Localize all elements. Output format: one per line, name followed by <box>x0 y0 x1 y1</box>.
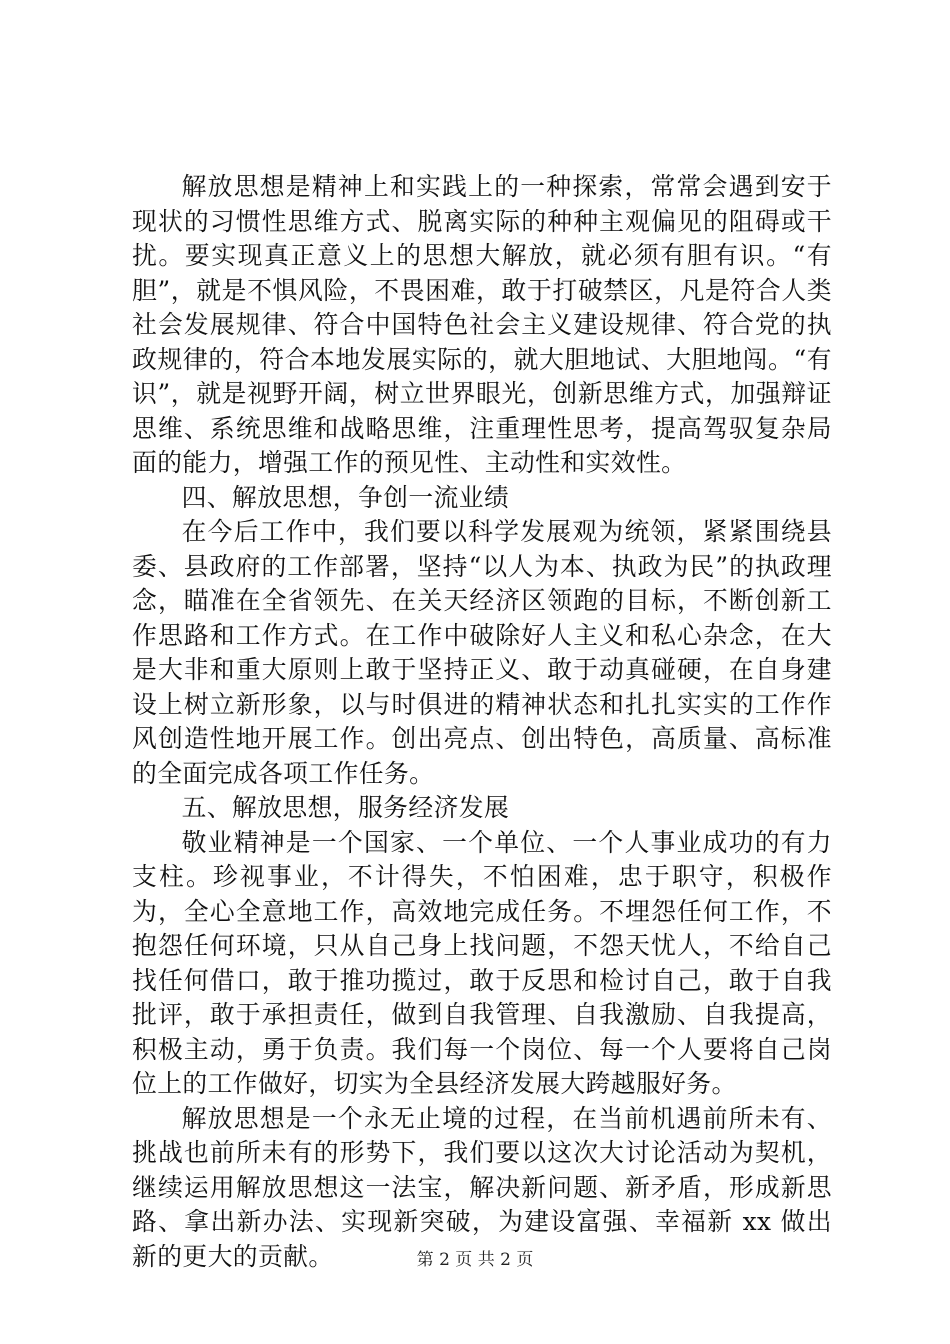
section-heading-five: 五、解放思想，服务经济发展 <box>181 793 510 822</box>
document-body <box>132 170 832 1274</box>
paragraph-conclusion: 解放思想是一个永无止境的过程，在当前机遇前所未有、挑战也前所未有的形势下，我们要以这次大讨论活动为契机，继续运用解放思想这一法宝，解决新问题、新矛盾，形成新思路、拿出新办法、实现新突破，为建设富强、幸福新 xx 做出新的更大的贡献。 <box>132 1103 832 1271</box>
page-footer: 第 2 页 共 2 页 <box>416 1250 534 1270</box>
section-heading-four: 四、解放思想，争创一流业绩 <box>181 482 510 512</box>
paragraph-dedication: 敬业精神是一个国家、一个单位、一个人事业成功的有力支柱。珍视事业，不计得失，不怕困难，忠于职守，积极作为，全心全意地工作，高效地完成任务。不埋怨任何工作，不抱怨任何环境，只从自己身上找问题，不怨天忧人，不给自己找任何借口，敢于推功揽过，敢于反思和检讨自己，敢于自我批评，敢于承担责任，做到自我管理、自我激励、自我提高，积极主动，勇于负责。我们每一个岗位、每一个人要将自己岗位上的工作做好，切实为全县经济发展大跨越服好务。 <box>132 827 832 1098</box>
paragraph-open-mind: 解放思想是精神上和实践上的一种探索，常常会遇到安于现状的习惯性思维方式、脱离实际的种种主观偏见的阻碍或干扰。要实现真正意义上的思想大解放，就必须有胆有识。“有胆”，就是不惧风险，不畏困难，敢于打破禁区，凡是符合人类社会发展规律、符合中国特色社会主义建设规律、符合党的执政规律的，符合本地发展实际的，就大胆地试、大胆地闯。“有识”，就是视野开阔，树立世界眼光，创新思维方式，加强辩证思维、系统思维和战略思维，注重理性思考，提高驾驭复杂局面的能力，增强工作的预见性、主动性和实效性。 <box>132 172 832 477</box>
paragraph-future-work: 在今后工作中，我们要以科学发展观为统领，紧紧围绕县委、县政府的工作部署，坚持“以人为本、执政为民”的执政理念，瞄准在全省领先、在关天经济区领跑的目标，不断创新工作思路和工作方式。在工作中破除好人主义和私心杂念，在大是大非和重大原则上敢于坚持正义、敢于动真碰硬，在自身建设上树立新形象，以与时俱进的精神状态和扎扎实实的工作作风创造性地开展工作。创出亮点、创出特色，高质量、高标准的全面完成各项工作任务。 <box>132 517 832 788</box>
